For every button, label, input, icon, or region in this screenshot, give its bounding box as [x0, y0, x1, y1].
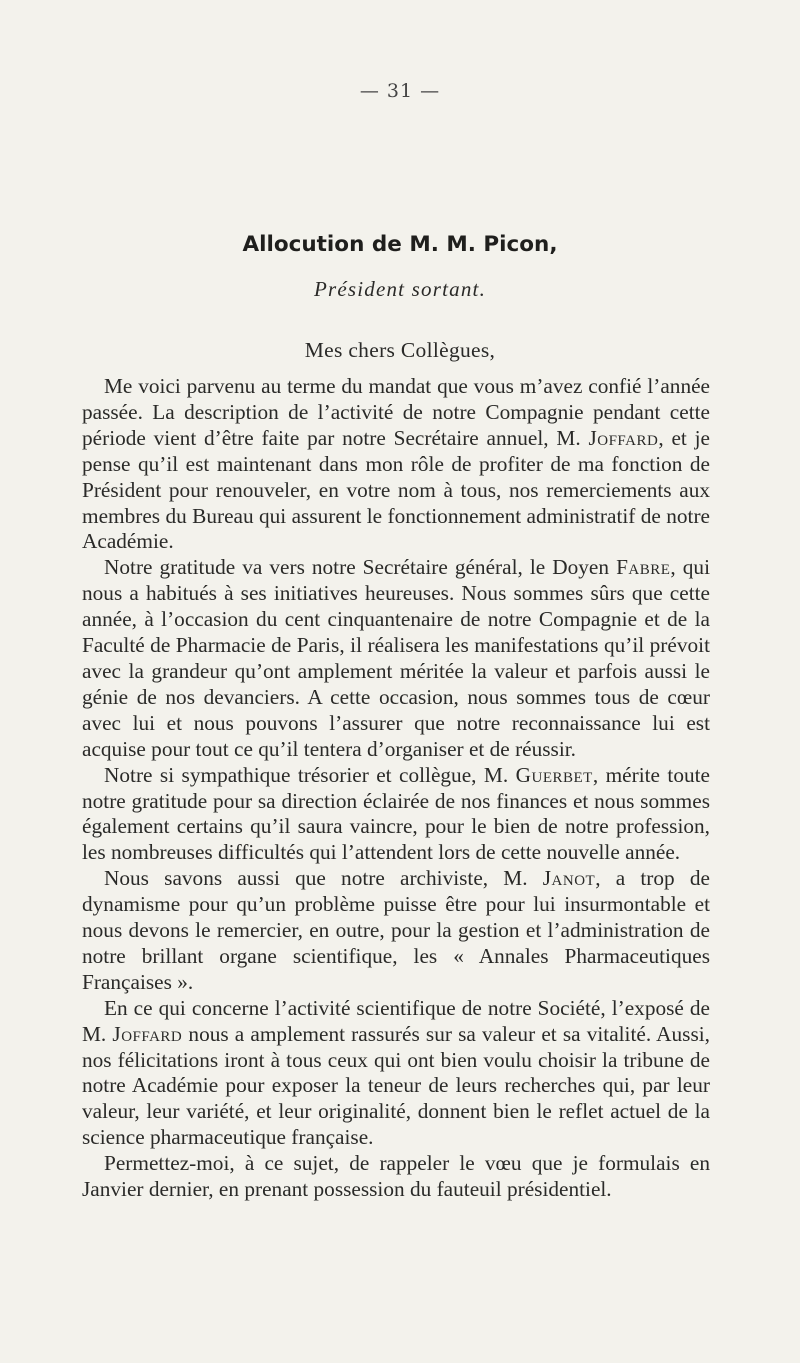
paragraph-text: En ce qui concerne l’activité scientifique de notre Société, l’exposé de M.: [82, 995, 710, 1046]
paragraph-text: nous a amplement rassurés sur sa valeur et sa vitalité. Aussi, nos félicitations iront à tous ceux qui ont bien voulu choisir la tribune de notre Académie pour exposer la teneur de leurs recherches qui, par leur valeur, leur variété, et leur originalité, donnent bien le reflet actuel de la science pharmaceutique française.: [82, 1021, 710, 1150]
document-title: Allocution de M. M. Picon,: [242, 232, 558, 257]
paragraph-text: , et je pense qu’il est maintenant dans mon rôle de profiter de ma fonction de Président pour renouveler, en votre nom à tous, nos remerciements aux membres du Bureau qui assurent le fonctionnement administratif de notre Académie.: [82, 425, 710, 554]
paragraph-text: Me voici parvenu au terme du mandat que vous m’avez confié l’année passée. La description de l’activité de notre Compagnie pendant cette période vient d’être faite par notre Secrétaire annuel, M.: [82, 374, 710, 450]
paragraph-text: , a trop de dynamisme pour qu’un problème puisse être pour lui insurmontable et nous devons le remercier, en outre, pour la gestion et l’administration de notre brillant organe scientifique, les « Annales Pharmaceutiques Françaises ».: [82, 866, 710, 994]
paragraph: [82, 996, 710, 1151]
person-name: Janot: [542, 866, 596, 891]
paragraph-text: , qui nous a habitués à ses initiatives heureuses. Nous sommes sûrs que cette année, à l’occasion du cent cinquantenaire de notre Compagnie et de la Faculté de Pharmacie de Paris, il réalisera les manifestations qu’il prévoit avec la grandeur qu’ont amplement méritée la valeur et parfois aussi le génie de nos devanciers. A cette occasion, nous sommes tous de cœur avec lui et nous pouvons l’assurer que notre reconnaissance lui est acquise pour tout ce qu’il tentera d’organiser et de réussir.: [82, 555, 710, 761]
person-name: Joffard: [112, 1021, 183, 1046]
paragraph-text: Notre si sympathique trésorier et collègue, M.: [104, 762, 516, 787]
paragraph: [82, 763, 710, 867]
paragraph-text: Permettez-moi, à ce sujet, de rappeler le vœu que je formulais en Janvier dernier, en prenant possession du fauteuil présidentiel.: [82, 1151, 710, 1202]
paragraph: [82, 374, 710, 555]
salutation: Mes chers Collègues,: [304, 338, 496, 362]
paragraph-text: , mérite toute notre gratitude pour sa direction éclairée de nos finances et nous sommes également certains qu’il saura vaincre, pour le bien de notre profession, les nombreuses difficultés qui l’attendent lors de cette nouvelle année.: [82, 762, 710, 865]
page-number: — 31 —: [359, 80, 441, 102]
paragraph: [82, 1151, 710, 1203]
person-name: Guerbet: [515, 762, 593, 787]
paragraph-text: Nous savons aussi que notre archiviste, M.: [104, 866, 543, 891]
document-subtitle: Président sortant.: [313, 277, 487, 301]
paragraph-text: Notre gratitude va vers notre Secrétaire général, le Doyen: [104, 555, 617, 580]
person-name: Fabre: [616, 555, 671, 580]
body-text: [82, 374, 710, 1203]
paragraph: [82, 866, 710, 996]
paragraph: [82, 555, 710, 762]
person-name: Joffard: [588, 425, 659, 450]
